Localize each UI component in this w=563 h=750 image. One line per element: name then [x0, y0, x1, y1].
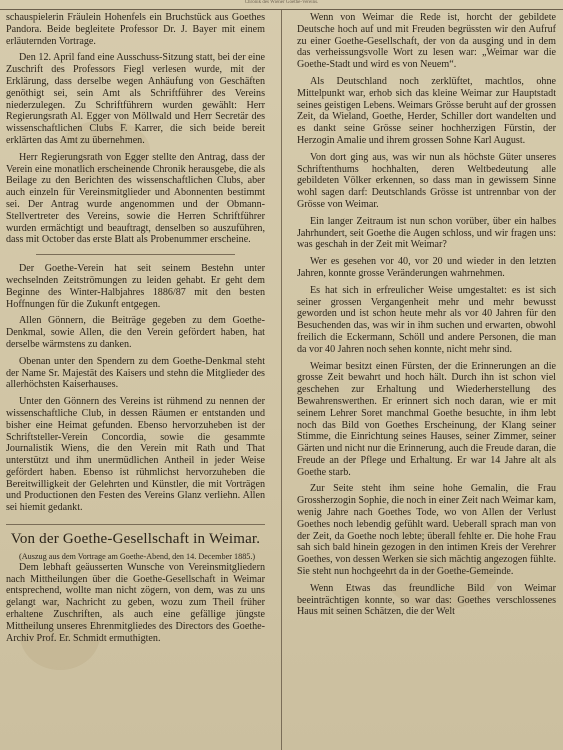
right-column	[297, 12, 556, 750]
paragraph: Unter den Gönnern des Vereins ist rühmend zu nennen der wissenschaftliche Club, in dessen Räumen er entstanden und bisher eine Heimat gefunden. Ebenso hervorzuheben ist der Schriftsteller-Verein Concordia, sowie die gesammte Journalistik Wiens, die den Verein mit Rath und That unterstützt und ihm unermüdlichen Antheil in jeder Weise gefördert haben. Ebenso ist rühmlichst hervorzuheben die Bereitwilligkeit der Gelehrten und Künstler, die mit Vorträgen und Productionen den Festen des Vereins Glanz verliehn. Allen sei hiemit gedankt.	[6, 396, 265, 514]
left-column	[6, 12, 265, 750]
article-note: (Auszug aus dem Vortrage am Goethe-Abend, den 14. December 1885.)	[19, 552, 256, 562]
article-title: Von der Goethe-Gesellschaft in Weimar.	[10, 531, 261, 548]
section-divider	[36, 254, 235, 255]
paragraph: Wenn von Weimar die Rede ist, horcht der gebildete Deutsche hoch auf und mit Freuden begrüssten wir den Aufruf zu einer Goethe-Gesellschaft, der von da ausging und in dem das verheissungsvolle Wort zu lesen war: „Weimar war die Goethe-Stadt und wird es von Neuem“.	[297, 12, 556, 71]
paragraph: Ein langer Zeitraum ist nun schon vorüber, über ein halbes Jahrhundert, seit Goethe die Augen schloss, und wir fragen uns: was geschah in der Zeit mit Weimar?	[297, 215, 556, 251]
section-divider	[6, 524, 265, 525]
paragraph: Es hat sich in erfreulicher Weise umgestaltet: es ist sich seiner grossen Vergangenheit mehr und mehr bewusst geworden und ist schon heute mehr als vor 40 Jahren für den Besuchenden das, was wir in ihm suchen und erwarten, obwohl freilich die Eckermann, Schöll und andere Personen, die man da vor 40 Jahren noch sehen konnte, nicht mehr sind.	[297, 284, 556, 355]
paragraph: Wenn Etwas das freundliche Bild von Weimar beeinträchtigen konnte, so war das: Goethes verschlossenes Haus mit seinen Schätzen, die der Welt	[297, 582, 556, 618]
paragraph: Der Goethe-Verein hat seit seinem Bestehn unter wechselnden Zeitströmungen zu leiden gehabt. Er geht dem Beginne des Winter-Halbjahres 1886/87 mit den besten Hoffnungen für die Zukunft entgegen.	[6, 263, 265, 310]
paragraph: Als Deutschland noch zerklüftet, machtlos, ohne Mittelpunkt war, erhob sich das kleine Weimar zur Hauptstadt seines geistigen Lebens. Weimars Grösse beruht auf der grossen Zeit, da Wieland, Goethe, Herder, Schiller dort wandelten und es dankt seine Grösse seiner hochherzigen Fürstin, der Herzogin Amalie und ihrem grossen Sohne Karl August.	[297, 75, 556, 146]
paragraph: Weimar besitzt einen Fürsten, der die Erinnerungen an die grosse Zeit bewahrt und hoch hält. Durch ihn ist schon viel geschehen zur Erhaltung und Wiederherstellung des Bewahrenswerthen. Er erinnert sich noch daran, wie er mit seinem Lehrer Soret manchmal Goethe besuchte, in ihm lebt noch das Bild von Goethes Erscheinung, der Klang seiner Stimme, die Einrichtung seines Hauses, seiner Zimmer, seiner Gärten und nicht nur die Erinnerung, auch die Freude daran, die Freude an der Pflege und Erhaltung. Er war 14 Jahre alt als Goethe starb.	[297, 360, 556, 478]
paragraph: schauspielerin Fräulein Hohenfels ein Bruchstück aus Goethes Pandora. Beide begleitete Professor Dr. J. Bayer mit einem erläuternden Vortrage.	[6, 12, 265, 47]
paragraph: Den 12. April fand eine Ausschuss-Sitzung statt, bei der eine Zuschrift des Professors Fiegl verlesen wurde, mit der Erklärung, dass derselbe wegen Anhäufung von Geschäften genöthigt sei, sein Amt als Schriftführer des Vereins niederzulegen. Zu Schriftführern wurden gewählt: Herr Regierungsrath Al. Egger von Möllwald und Herr Secretär des wissenschaftlichen Clubs F. Karrer, die sich beide bereit erklärten das Amt zu übernehmen.	[6, 52, 265, 146]
paragraph: Von dort ging aus, was wir nun als höchste Güter unseres Schriftenthums hochhalten, deren Weltbedeutung alle gebildeten Völker erkennen, so dass man in gewissem Sinne wohl sagen darf: Deutschlands Grösse ist untrennbar von der Grösse von Weimar.	[297, 151, 556, 210]
paragraph: Herr Regierungsrath von Egger stellte den Antrag, dass der Verein eine monatlich erscheinende Chronik herausgebe, die als Beilage zu den Berichten des wissenschaftlichen Clubs, aber auch einzeln für Vereinsmitglieder und Abonnenten bestimmt sei. Der Antrag wurde angenommen und der Obmann-Stellvertreter des Vereins, sowie die Herren Schriftführer wurden ermächtigt und beauftragt, denselben so auszuführen, dass mit October das erste Blatt als Probenummer erscheine.	[6, 151, 265, 246]
paragraph: Dem lebhaft geäusserten Wunsche von Vereinsmitgliedern nach Mittheilungen über die Goethe-Gesellschaft in Weimar entsprechend, wollte man nicht zögern, von dem, was zu uns gelangt war, Nachricht zu geben, wozu zum Theil früher erhaltene Zuschriften, als auch eine gefällige jüngste Mittheilung unseres Ehrenmitgliedes des Directors des Goethe-Archiv Prof. Er. Schmidt ermuthigten.	[6, 561, 265, 644]
paragraph: Obenan unter den Spendern zu dem Goethe-Denkmal steht der Name Sr. Majestät des Kaisers und stehn die Mitglieder des allerhöchsten Kaiserhauses.	[6, 355, 265, 391]
paragraph: Wer es gesehen vor 40, vor 20 und wieder in den letzten Jahren, konnte grosse Veränderungen wahrnehmen.	[297, 256, 556, 279]
paragraph: Zur Seite steht ihm seine hohe Gemalin, die Frau Grossherzogin Sophie, die noch in einer Zeit nach Weimar kam, wenig Jahre nach Goethes Tode, wo von Allen der Verlust Goethes noch lebendig gefühlt ward. Ueberall sprach man von der Zeit, da Goethe noch lebte; überall fehlte er. Die hohe Frau sah sich bald hinein gezogen in den intimen Kreis der Verehrer Goethes, von dessen Werken sie sich mächtig angezogen fühlte. Sie steht nun hochgeehrt da in der Goethe-Gemeinde.	[297, 483, 556, 578]
running-head: Chronik des Wiener Goethe-Vereins.	[0, 0, 563, 10]
column-divider	[281, 10, 282, 750]
paragraph: Allen Gönnern, die Beiträge gegeben zu dem Goethe-Denkmal, sowie Allen, die den Verein gefördert haben, hat derselbe wärmstens zu danken.	[6, 315, 265, 350]
